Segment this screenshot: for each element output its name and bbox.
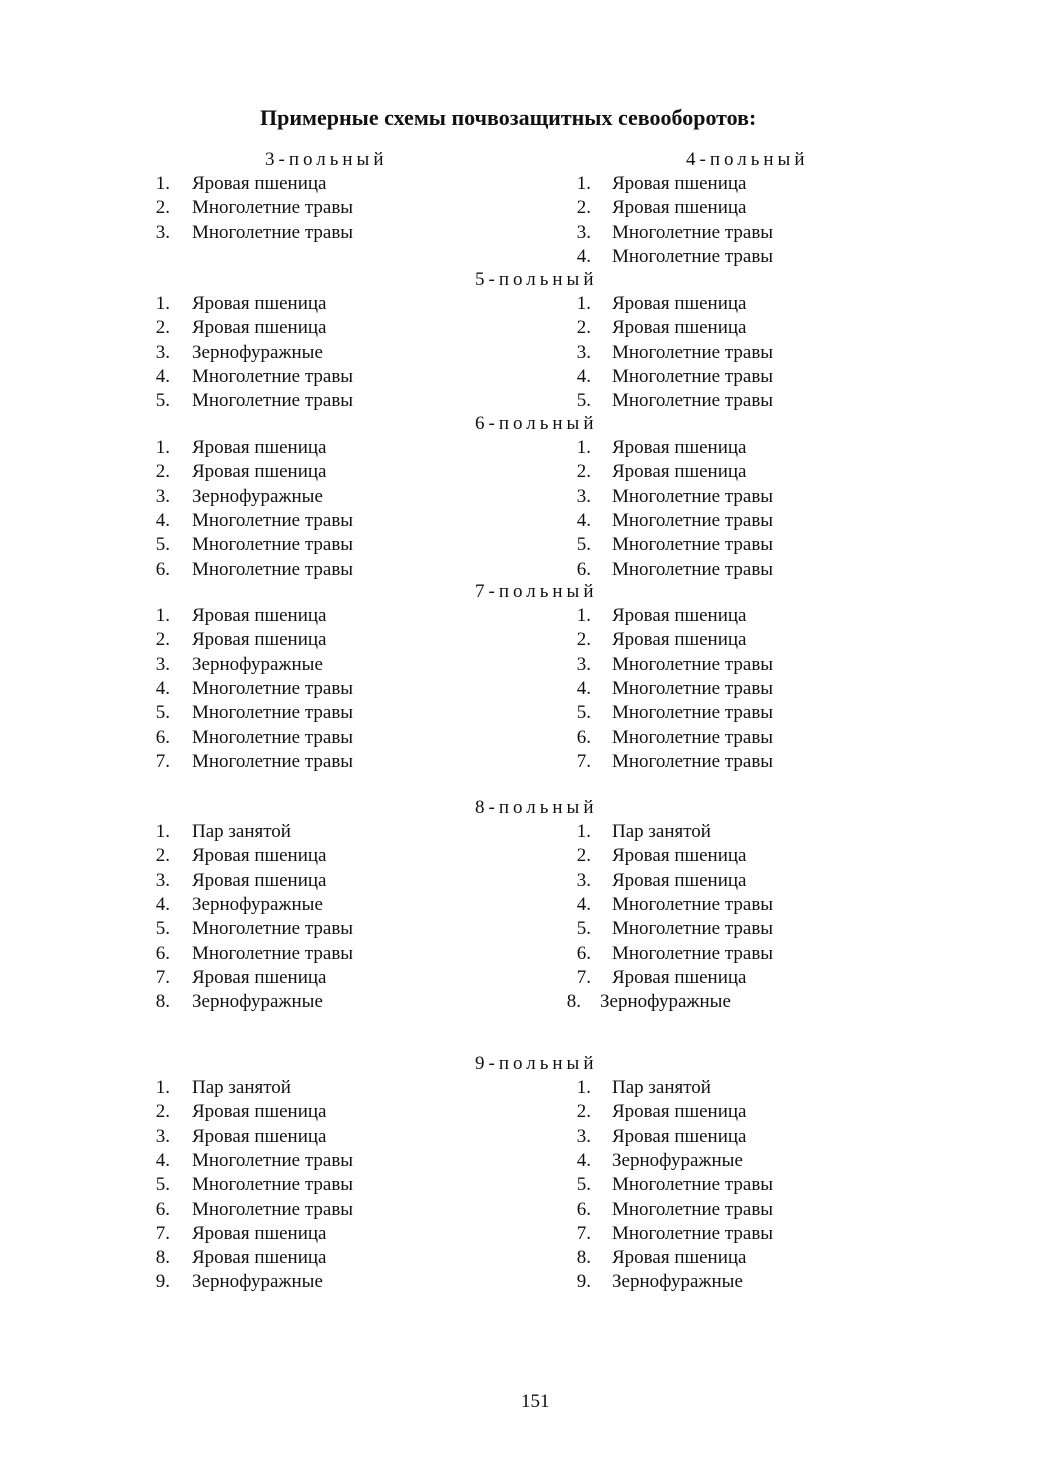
list-item: Многолетние травы (612, 246, 774, 267)
list-number: 6. (576, 943, 591, 964)
list-item: Зернофуражные (192, 894, 323, 915)
list-item: Многолетние травы (612, 1223, 774, 1244)
list-number: 4. (576, 246, 591, 267)
list-item: Яровая пшеница (192, 437, 327, 458)
list-number: 9. (155, 1271, 170, 1292)
list-number: 4. (155, 678, 170, 699)
list-item: Многолетние травы (612, 894, 774, 915)
list-number: 2. (576, 845, 591, 866)
list-number: 2. (155, 845, 170, 866)
list-item: Многолетние травы (612, 510, 774, 531)
list-item: Яровая пшеница (612, 1126, 747, 1147)
list-item: Яровая пшеница (612, 437, 747, 458)
list-item: Многолетние травы (612, 534, 774, 555)
list-number: 8. (576, 1247, 591, 1268)
list-item: Многолетние травы (612, 654, 774, 675)
list-item: Яровая пшеница (192, 1126, 327, 1147)
list-item: Многолетние травы (612, 943, 774, 964)
list-item: Зернофуражные (612, 1271, 743, 1292)
list-item: Многолетние травы (192, 366, 354, 387)
list-item: Яровая пшеница (192, 967, 327, 988)
list-item: Яровая пшеница (612, 1101, 747, 1122)
list-item: Многолетние травы (192, 702, 354, 723)
list-item: Многолетние травы (192, 197, 354, 218)
list-item: Многолетние травы (192, 1199, 354, 1220)
list-number: 5. (155, 1174, 170, 1195)
list-number: 1. (155, 1077, 170, 1098)
list-item: Многолетние травы (612, 559, 774, 580)
list-number: 4. (576, 678, 591, 699)
list-number: 1. (155, 821, 170, 842)
list-number: 3. (576, 342, 591, 363)
list-item: Многолетние травы (612, 702, 774, 723)
list-item: Пар занятой (192, 1077, 291, 1098)
list-item: Яровая пшеница (612, 317, 747, 338)
list-item: Зернофуражные (192, 486, 323, 507)
list-number: 3. (576, 222, 591, 243)
list-number: 5. (576, 918, 591, 939)
list-number: 3. (155, 222, 170, 243)
list-item: Яровая пшеница (192, 629, 327, 650)
list-item: Многолетние травы (612, 390, 774, 411)
list-item: Многолетние травы (192, 918, 354, 939)
list-number: 7. (576, 967, 591, 988)
section-heading-8-field: 8-польный (475, 797, 598, 818)
list-item: Многолетние травы (612, 678, 774, 699)
list-number: 1. (155, 293, 170, 314)
list-number: 5. (576, 1174, 591, 1195)
list-number: 8. (155, 991, 170, 1012)
list-number: 4. (155, 1150, 170, 1171)
list-number: 2. (576, 629, 591, 650)
list-item: Многолетние травы (612, 727, 774, 748)
list-item: Яровая пшеница (192, 870, 327, 891)
list-item: Пар занятой (612, 821, 711, 842)
list-item: Яровая пшеница (612, 173, 747, 194)
list-number: 6. (155, 1199, 170, 1220)
list-item: Яровая пшеница (192, 605, 327, 626)
list-number: 2. (576, 317, 591, 338)
list-number: 1. (155, 437, 170, 458)
page-number: 151 (521, 1391, 550, 1412)
list-number: 6. (155, 943, 170, 964)
list-item: Яровая пшеница (192, 1223, 327, 1244)
list-item: Яровая пшеница (612, 605, 747, 626)
list-item: Яровая пшеница (612, 870, 747, 891)
list-item: Яровая пшеница (192, 461, 327, 482)
list-number: 3. (155, 342, 170, 363)
list-item: Яровая пшеница (192, 845, 327, 866)
list-number: 4. (155, 366, 170, 387)
list-number: 2. (576, 461, 591, 482)
list-number: 6. (155, 559, 170, 580)
section-heading-5-field: 5-польный (475, 269, 598, 290)
list-item: Многолетние травы (612, 366, 774, 387)
list-number: 7. (155, 1223, 170, 1244)
section-heading-3-field: 3-польный (265, 149, 388, 170)
list-number: 7. (576, 751, 591, 772)
section-heading-7-field: 7-польный (475, 581, 598, 602)
list-item: Зернофуражные (192, 991, 323, 1012)
list-item: Многолетние травы (192, 222, 354, 243)
list-number: 9. (576, 1271, 591, 1292)
list-number: 4. (576, 366, 591, 387)
list-item: Многолетние травы (612, 486, 774, 507)
list-number: 1. (576, 1077, 591, 1098)
list-number: 1. (576, 821, 591, 842)
list-item: Многолетние травы (192, 1174, 354, 1195)
list-number: 3. (155, 870, 170, 891)
list-number: 6. (576, 1199, 591, 1220)
list-item: Многолетние травы (192, 1150, 354, 1171)
list-item: Зернофуражные (192, 342, 323, 363)
list-number: 6. (576, 727, 591, 748)
list-item: Многолетние травы (192, 727, 354, 748)
list-number: 5. (155, 534, 170, 555)
list-item: Многолетние травы (612, 222, 774, 243)
list-number: 1. (576, 293, 591, 314)
list-item: Яровая пшеница (612, 967, 747, 988)
list-number: 3. (576, 1126, 591, 1147)
list-item: Зернофуражные (192, 1271, 323, 1292)
list-number: 7. (155, 967, 170, 988)
list-number: 8. (566, 991, 581, 1012)
list-item: Яровая пшеница (192, 173, 327, 194)
list-item: Многолетние травы (192, 751, 354, 772)
list-item: Яровая пшеница (192, 317, 327, 338)
list-number: 7. (576, 1223, 591, 1244)
list-number: 1. (576, 173, 591, 194)
list-number: 3. (155, 654, 170, 675)
list-item: Многолетние травы (612, 751, 774, 772)
list-number: 2. (155, 197, 170, 218)
list-number: 7. (155, 751, 170, 772)
list-item: Многолетние травы (612, 342, 774, 363)
list-number: 2. (155, 1101, 170, 1122)
list-item: Многолетние травы (192, 390, 354, 411)
list-item: Многолетние травы (192, 559, 354, 580)
list-item: Яровая пшеница (612, 197, 747, 218)
list-number: 4. (155, 894, 170, 915)
list-number: 5. (576, 390, 591, 411)
list-item: Пар занятой (612, 1077, 711, 1098)
list-item: Яровая пшеница (192, 293, 327, 314)
list-number: 5. (155, 918, 170, 939)
list-number: 5. (576, 702, 591, 723)
list-number: 3. (155, 486, 170, 507)
section-heading-9-field: 9-польный (475, 1053, 598, 1074)
list-item: Яровая пшеница (192, 1247, 327, 1268)
list-item: Многолетние травы (612, 918, 774, 939)
list-number: 1. (155, 173, 170, 194)
section-heading-6-field: 6-польный (475, 413, 598, 434)
list-number: 5. (155, 702, 170, 723)
list-item: Пар занятой (192, 821, 291, 842)
list-number: 8. (155, 1247, 170, 1268)
list-number: 5. (576, 534, 591, 555)
list-number: 5. (155, 390, 170, 411)
list-item: Зернофуражные (600, 991, 731, 1012)
list-number: 2. (155, 461, 170, 482)
list-number: 4. (576, 1150, 591, 1171)
list-number: 6. (155, 727, 170, 748)
list-item: Яровая пшеница (612, 1247, 747, 1268)
list-item: Многолетние травы (192, 510, 354, 531)
list-number: 3. (576, 870, 591, 891)
list-item: Многолетние травы (612, 1174, 774, 1195)
list-item: Яровая пшеница (612, 461, 747, 482)
list-number: 4. (576, 510, 591, 531)
list-number: 1. (155, 605, 170, 626)
list-item: Многолетние травы (192, 678, 354, 699)
list-item: Многолетние травы (192, 534, 354, 555)
list-item: Зернофуражные (612, 1150, 743, 1171)
list-item: Многолетние травы (612, 1199, 774, 1220)
list-number: 2. (576, 197, 591, 218)
list-item: Яровая пшеница (612, 293, 747, 314)
list-number: 2. (155, 629, 170, 650)
list-item: Яровая пшеница (192, 1101, 327, 1122)
list-number: 3. (576, 654, 591, 675)
list-number: 3. (576, 486, 591, 507)
list-number: 2. (576, 1101, 591, 1122)
list-number: 4. (155, 510, 170, 531)
section-heading-4-field: 4-польный (686, 149, 809, 170)
list-number: 1. (576, 605, 591, 626)
list-item: Яровая пшеница (612, 629, 747, 650)
list-number: 3. (155, 1126, 170, 1147)
list-item: Зернофуражные (192, 654, 323, 675)
list-number: 6. (576, 559, 591, 580)
list-number: 1. (576, 437, 591, 458)
list-item: Многолетние травы (192, 943, 354, 964)
list-number: 4. (576, 894, 591, 915)
list-number: 2. (155, 317, 170, 338)
list-item: Яровая пшеница (612, 845, 747, 866)
page-title: Примерные схемы почвозащитных севооборотов: (260, 105, 757, 130)
